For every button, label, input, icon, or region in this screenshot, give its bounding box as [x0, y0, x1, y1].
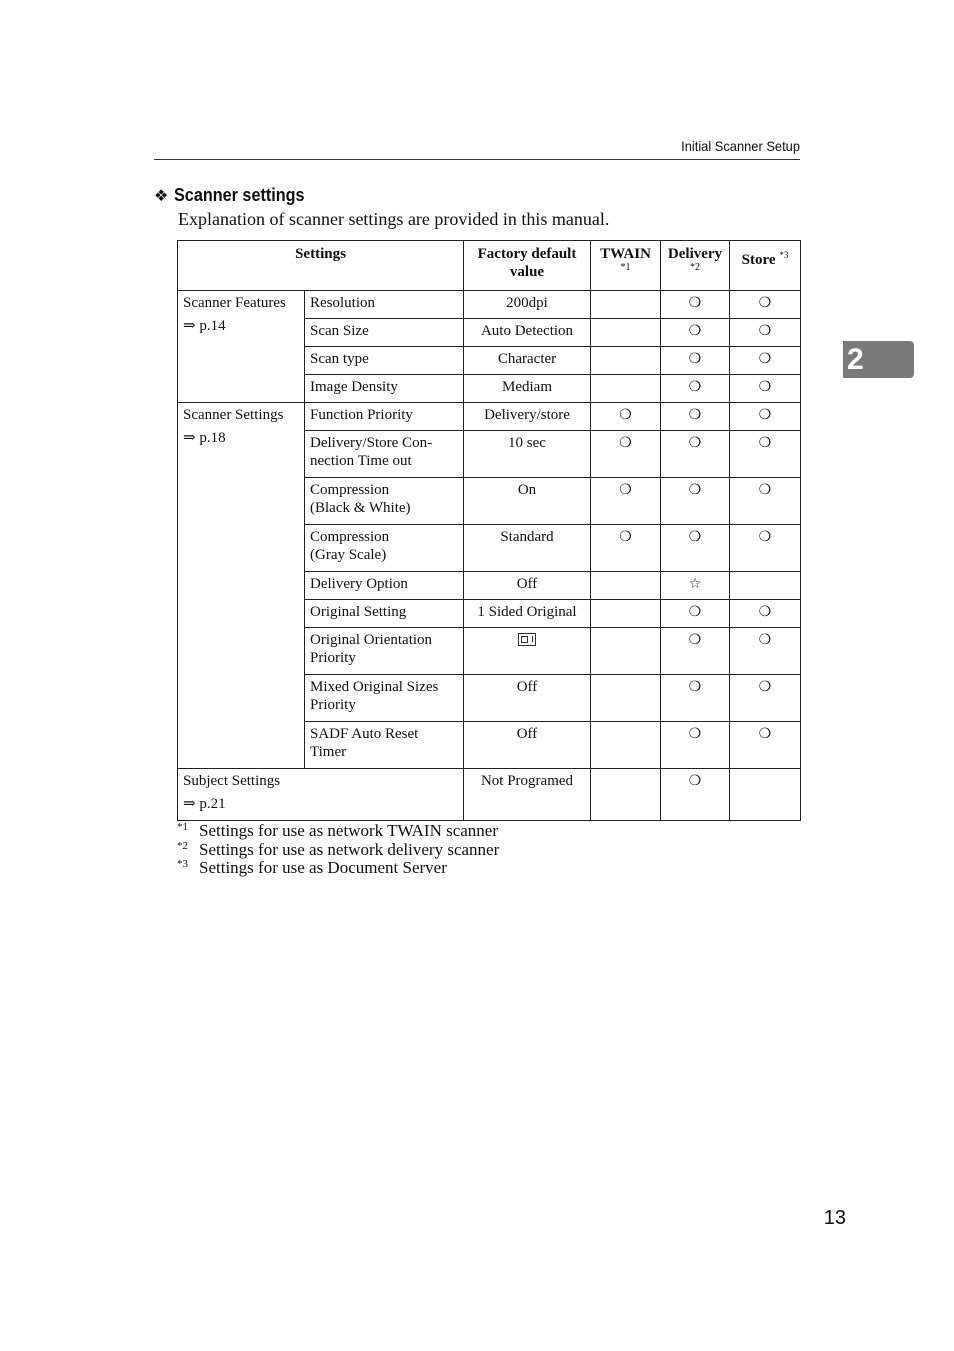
twain-mark [591, 375, 661, 403]
store-mark: ❍ [730, 525, 801, 572]
setting-name: Scan Size [305, 319, 464, 347]
delivery-mark: ❍ [661, 478, 730, 525]
delivery-mark: ❍ [661, 769, 730, 821]
setting-name: Mixed Original Sizes Priority [305, 675, 464, 722]
twain-mark: ❍ [591, 525, 661, 572]
header-store-label: Store [741, 252, 776, 268]
store-mark: ❍ [730, 722, 801, 769]
factory-default-value: Off [464, 675, 591, 722]
setting-name: Delivery Option [305, 572, 464, 600]
setting-name: Function Priority [305, 403, 464, 431]
twain-mark: ❍ [591, 478, 661, 525]
store-mark: ❍ [730, 431, 801, 478]
group-scanner-features [178, 291, 305, 403]
factory-default-value: 200dpi [464, 291, 591, 319]
store-mark: ❍ [730, 478, 801, 525]
store-mark: ❍ [730, 600, 801, 628]
twain-mark [591, 319, 661, 347]
setting-name: Compression (Gray Scale) [305, 525, 464, 572]
section-title: Scanner settings [174, 185, 305, 205]
delivery-mark: ❍ [661, 628, 730, 675]
footnote [177, 822, 499, 841]
twain-mark [591, 572, 661, 600]
header-delivery-label: Delivery [667, 246, 723, 262]
header-store [730, 241, 801, 291]
header-delivery-ref: *2 [690, 262, 700, 273]
twain-mark [591, 722, 661, 769]
store-mark: ❍ [730, 675, 801, 722]
factory-default-value: 10 sec [464, 431, 591, 478]
setting-name: Scan type [305, 347, 464, 375]
header-twain-ref: *1 [620, 262, 631, 273]
group-label: Subject Settings [183, 773, 281, 789]
factory-default-value: Delivery/store [464, 403, 591, 431]
section-intro: Explanation of scanner settings are provided in this manual. [178, 209, 610, 229]
twain-mark [591, 600, 661, 628]
factory-default-value: Mediam [464, 375, 591, 403]
header-settings: Settings [178, 241, 464, 291]
store-mark: ❍ [730, 347, 801, 375]
group-page-ref: ⇒ p.18 [183, 430, 226, 446]
store-mark: ❍ [730, 375, 801, 403]
header-rule [154, 159, 800, 160]
footnotes [177, 822, 499, 878]
scanner-settings-table [177, 240, 801, 821]
delivery-mark: ❍ [661, 600, 730, 628]
twain-mark: ❍ [591, 403, 661, 431]
footnote-ref: *3 [177, 858, 188, 870]
footnote-ref: *1 [177, 821, 188, 833]
store-mark: ❍ [730, 403, 801, 431]
delivery-star-mark: ☆ [661, 572, 730, 600]
factory-default-value: 1 Sided Original [464, 600, 591, 628]
group-subject-settings [178, 769, 464, 821]
delivery-mark: ❍ [661, 319, 730, 347]
delivery-mark: ❍ [661, 403, 730, 431]
setting-name: SADF Auto Reset Timer [305, 722, 464, 769]
twain-mark [591, 628, 661, 675]
twain-mark [591, 347, 661, 375]
setting-name: Resolution [305, 291, 464, 319]
twain-mark [591, 291, 661, 319]
factory-default-value: Not Programed [464, 769, 591, 821]
header-factory-default: Factory default value [464, 241, 591, 291]
factory-default-value: On [464, 478, 591, 525]
setting-name: Original Orientation Priority [305, 628, 464, 675]
factory-default-value: Off [464, 722, 591, 769]
footnote-text: Settings for use as network delivery scanner [199, 839, 500, 859]
delivery-mark: ❍ [661, 375, 730, 403]
setting-name: Delivery/Store Con- nection Time out [305, 431, 464, 478]
footnote [177, 841, 499, 860]
factory-default-value: Off [464, 572, 591, 600]
header-twain [591, 241, 661, 291]
header-store-ref: *3 [779, 250, 789, 260]
group-label: Scanner Settings [183, 407, 284, 423]
setting-name: Compression (Black & White) [305, 478, 464, 525]
twain-mark [591, 769, 661, 821]
store-mark: ❍ [730, 628, 801, 675]
delivery-mark: ❍ [661, 722, 730, 769]
group-page-ref: ⇒ p.14 [183, 318, 226, 334]
diamond-bullet-icon: ❖ [154, 187, 169, 205]
twain-mark [591, 675, 661, 722]
delivery-mark: ❍ [661, 525, 730, 572]
delivery-mark: ❍ [661, 431, 730, 478]
section-heading [154, 185, 319, 206]
delivery-mark: ❍ [661, 675, 730, 722]
setting-name: Original Setting [305, 600, 464, 628]
chapter-tab: 2 [843, 341, 914, 378]
store-mark [730, 572, 801, 600]
group-scanner-settings [178, 403, 305, 769]
setting-name: Image Density [305, 375, 464, 403]
table-header-row [178, 241, 801, 291]
group-page-ref: ⇒ p.21 [183, 796, 226, 812]
delivery-mark: ❍ [661, 347, 730, 375]
footnote-text: Settings for use as network TWAIN scanner [199, 821, 499, 840]
header-delivery [661, 241, 730, 291]
store-mark: ❍ [730, 291, 801, 319]
store-mark: ❍ [730, 319, 801, 347]
factory-default-value: Auto Detection [464, 319, 591, 347]
group-label: Scanner Features [183, 295, 286, 311]
factory-default-value [464, 628, 591, 675]
table-row [178, 769, 801, 821]
running-header-title: Initial Scanner Setup [681, 138, 800, 154]
table-row [178, 291, 801, 319]
footnote [177, 859, 499, 878]
factory-default-value: Standard [464, 525, 591, 572]
footnote-text: Settings for use as Document Server [199, 858, 447, 877]
footnote-ref: *2 [177, 839, 188, 852]
store-mark [730, 769, 801, 821]
table-row [178, 403, 801, 431]
factory-default-value: Character [464, 347, 591, 375]
page-number: 13 [823, 1207, 846, 1229]
delivery-mark: ❍ [661, 291, 730, 319]
twain-mark: ❍ [591, 431, 661, 478]
header-twain-label: TWAIN [600, 246, 651, 262]
original-orientation-icon [518, 633, 536, 646]
